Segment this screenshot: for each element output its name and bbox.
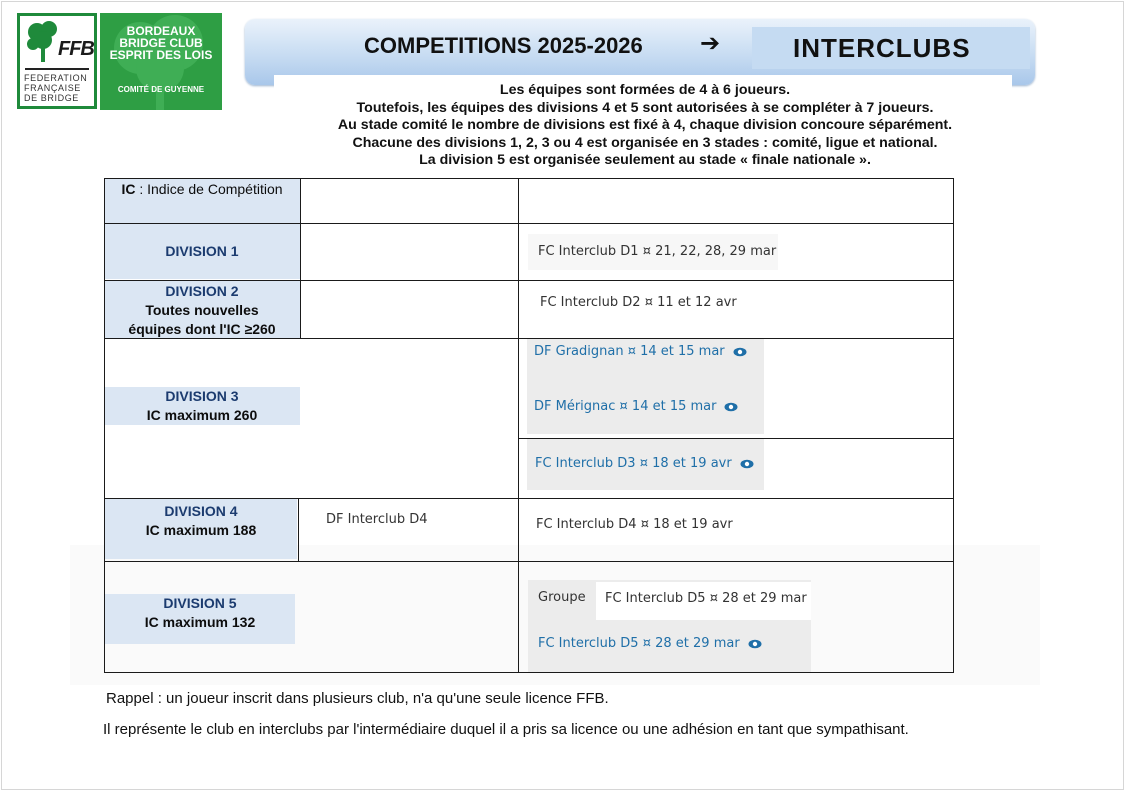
division-5-label: DIVISION 5 IC maximum 132 — [144, 595, 256, 630]
page-title: COMPETITIONS 2025-2026 — [364, 33, 643, 58]
intro-text — [250, 82, 1040, 170]
divisions-table — [104, 178, 954, 674]
ffb-divider — [25, 68, 89, 70]
d3-final-link[interactable]: FC Interclub D3 ¤ 18 et 19 avr — [535, 456, 754, 471]
d5-groupe-label: Groupe — [538, 590, 586, 605]
d3-gradignan-link[interactable]: DF Gradignan ¤ 14 et 15 mar — [534, 344, 747, 359]
intro-line: Les équipes sont formées de 4 à 6 joueurs. — [499, 82, 791, 98]
division-1-label: DIVISION 1 — [165, 243, 239, 259]
d5-final-link[interactable]: FC Interclub D5 ¤ 28 et 29 mar — [538, 636, 762, 651]
eye-icon[interactable] — [740, 459, 754, 469]
division-4-label: DIVISION 4 IC maximum 188 — [145, 503, 257, 538]
intro-line: Au stade comité le nombre de divisions est fixé à 4, chaque division concoure séparément. — [337, 117, 953, 133]
eye-icon[interactable] — [724, 402, 738, 412]
ffb-logo — [17, 13, 97, 109]
club-name: BORDEAUX BRIDGE CLUB ESPRIT DES LOIS — [109, 24, 213, 62]
club-logo — [100, 13, 222, 110]
representation-note: Il représente le club en interclubs par l'intermédiaire duquel il a pris sa licence ou une adhésion en tant que sympathisant. — [103, 721, 909, 738]
intro-line: Chacune des divisions 1, 2, 3 ou 4 est organisée en 3 stades : comité, ligue et national. — [352, 134, 938, 151]
section-title: INTERCLUBS — [793, 33, 971, 63]
d4-final-link[interactable]: FC Interclub D4 ¤ 18 et 19 avr — [536, 517, 733, 532]
ic-legend: IC : Indice de Compétition — [121, 181, 283, 197]
d1-final-link[interactable]: FC Interclub D1 ¤ 21, 22, 28, 29 mar — [538, 244, 777, 259]
club-committee: COMITÉ DE GUYENNE — [117, 85, 205, 94]
intro-line: Toutefois, les équipes des divisions 4 et 5 sont autorisées à se compléter à 7 joueurs. — [356, 99, 934, 116]
rappel-note: Rappel : un joueur inscrit dans plusieurs club, n'a qu'une seule licence FFB. — [106, 690, 609, 707]
d3-merignac-link[interactable]: DF Mérignac ¤ 14 et 15 mar — [534, 399, 738, 414]
d5-groupe-value[interactable]: FC Interclub D5 ¤ 28 et 29 mar — [605, 591, 807, 606]
d2-final-link[interactable]: FC Interclub D2 ¤ 11 et 12 avr — [540, 295, 737, 310]
arrow-right-icon: ➔ — [700, 30, 721, 57]
eye-icon[interactable] — [733, 347, 747, 357]
division-3-label: DIVISION 3 IC maximum 260 — [146, 388, 258, 423]
intro-line: La division 5 est organisée seulement au stade « finale nationale ». — [419, 152, 871, 168]
division-2-label: DIVISION 2 Toutes nouvelles équipes dont l'IC ≥260 — [128, 283, 276, 337]
ffb-caption: FEDERATION FRANÇAISE DE BRIDGE — [24, 73, 88, 103]
d4-comite-link[interactable]: DF Interclub D4 — [326, 512, 428, 527]
ffb-letters: FFB — [58, 38, 94, 60]
eye-icon[interactable] — [748, 639, 762, 649]
